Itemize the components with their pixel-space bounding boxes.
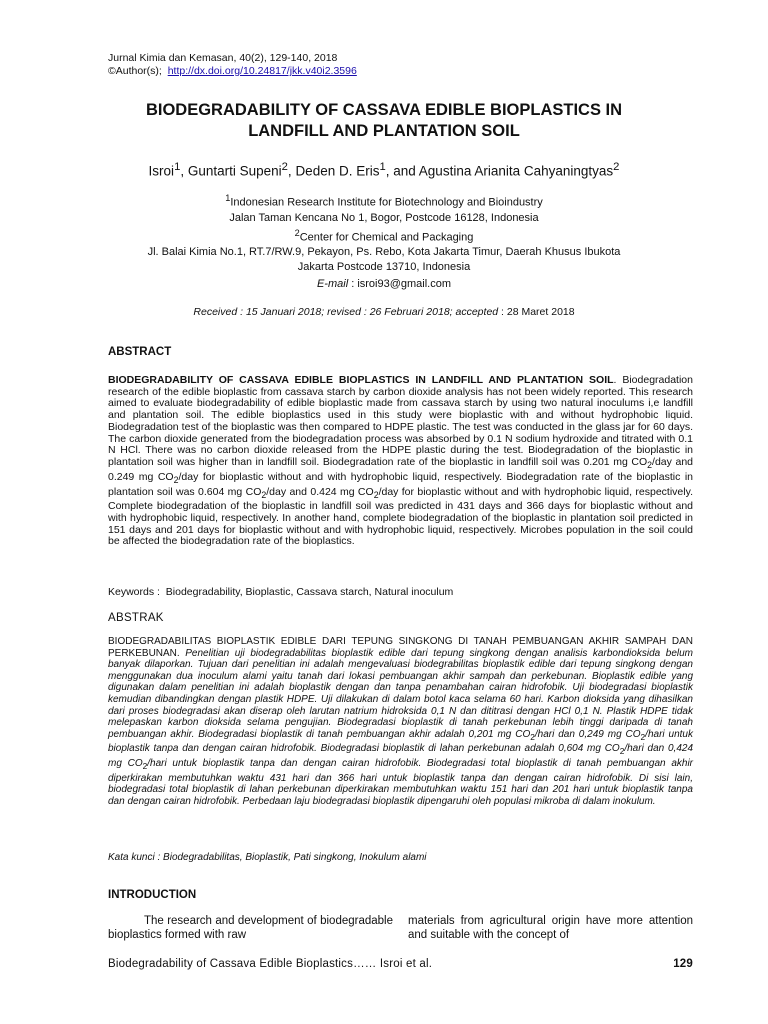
abstract-text: /day for bioplastic without and with hydrophobic liquid, respectively. Complete biodegradation of the bioplastic in landfill soil was predicted in 431 days and 366 days for bioplastic without and with hydrophobic liquid, respectively. In another hand, complete biodegradation of the bioplastic in plantation soil predicted in 151 days and 201 days for bioplastic without and with hydrophobic liquid, respectively. Microbes population in the soil could be affected the biodegradation rate of the bioplastics. — [108, 485, 693, 548]
keywords — [108, 586, 693, 598]
subscript: 2 — [640, 731, 646, 742]
running-title: Biodegradability of Cassava Edible Bioplastics…… Isroi et al. — [108, 958, 433, 970]
abstract-text: /day and 0.424 mg CO — [266, 485, 374, 498]
page-footer — [108, 958, 693, 970]
author-affil-sup: 1 — [379, 161, 386, 173]
affil-institution: Indonesian Research Institute for Biotechnology and Bioindustry — [230, 196, 543, 209]
accepted-label: ; accepted — [449, 306, 499, 318]
received-label: Received — [193, 306, 238, 318]
abstract-heading: ABSTRACT — [108, 346, 172, 358]
journal-citation: Jurnal Kimia dan Kemasan, 40(2), 129-140, 2018 — [108, 52, 338, 64]
email-address[interactable]: isroi93@gmail.com — [357, 278, 452, 290]
journal-doi-line — [108, 65, 357, 78]
abstrak-text: /hari dan 0,249 mg CO — [534, 728, 641, 740]
author-separator: , — [180, 163, 188, 179]
abstrak-text: /hari untuk bioplastik tanpa dan dengan cairan hidrofobik. Biodegradasi total bioplastik di tanah pembuangan akhir diperkirakan membutuhkan waktu 431 hari dan 366 hari untuk bioplastik tanpa dan dengan cairan hidrofobik. Di sisi lain, biodegradasi total bioplastik di lahan perkebunan diperkirakan membutuhkan waktu 151 hari dan 201 hari untuk bioplastik tanpa dan dengan cairan hidrofobik. Perbedaan laju biodegradasi bioplastik dipengaruhi oleh populasi mikroba di dalam inokulum. — [108, 757, 693, 807]
subscript: 2 — [530, 731, 535, 742]
email-line — [80, 278, 688, 290]
email-sep: : — [348, 278, 358, 290]
affiliation-2-address-cont: Jakarta Postcode 13710, Indonesia — [297, 261, 471, 274]
author-affil-sup: 2 — [281, 161, 288, 173]
title-line-1: BIODEGRADABILITY OF CASSAVA EDIBLE BIOPLASTICS IN — [145, 101, 623, 119]
journal-meta — [108, 52, 357, 78]
subscript: 2 — [373, 489, 379, 500]
affiliation-2-address: Jl. Balai Kimia No.1, RT.7/RW.9, Pekayon, Ps. Rebo, Kota Jakarta Timur, Daerah Khusus Ibukota — [147, 246, 621, 259]
author-affil-sup: 2 — [613, 161, 620, 173]
doi-link[interactable]: http://dx.doi.org/10.24817/jkk.v40i2.3596 — [167, 65, 357, 77]
keywords-label: Keywords : — [108, 586, 160, 598]
abstrak-text: /hari dan 0,424 mg CO — [108, 743, 694, 769]
abstrak-body — [108, 636, 693, 807]
revised-label: ; revised — [321, 306, 361, 318]
abstract-text: . Biodegradation research of the edible bioplastic from cassava starch by carbon dioxide analysis has not been widely reported. This research aimed to evaluate biodegradability of edible bioplastic made from cassava starch by using two natural inoculums i,e landfill and plantation soil. The edible bioplastics used in this study were bioplastic with and without hydrophobic liquid. Biodegradation test of the bioplastic was then compared to HDPE plastic. The test was conducted in the glass jar for 60 days. The carbon dioxide generated from the biodegradation process was absorbed by 0.1 N sodium hydroxide and titrated with 0.1 N HCl. There was no carbon dioxide released from the HDPE plastic during the test. Biodegradation of the bioplastic in plantation soil was higher than in landfill soil. Biodegradation rate of the bioplastic in landfill soil was 0.201 mg CO — [108, 374, 693, 468]
title-line-2: LANDFILL AND PLANTATION SOIL — [248, 122, 520, 140]
affil-sup: 1 — [225, 193, 231, 203]
subscript: 2 — [173, 474, 179, 485]
author-name: Isroi — [148, 163, 175, 179]
author-list — [80, 158, 688, 181]
author-name: Deden D. Eris — [295, 163, 380, 179]
abstrak-heading: ABSTRAK — [108, 612, 164, 624]
abstract-text: /day and 0.249 mg CO — [108, 455, 693, 483]
affiliation-1 — [80, 191, 688, 211]
author-name: Guntarti Supeni — [187, 163, 282, 179]
affiliations — [80, 191, 688, 275]
paper-title — [80, 100, 688, 142]
subscript: 2 — [142, 760, 148, 771]
kata-kunci — [108, 852, 693, 863]
affiliation-1-address: Jalan Taman Kencana No 1, Bogor, Postcode 16128, Indonesia — [229, 211, 539, 224]
abstract-text: /day for bioplastic without and with hydrophobic liquid, respectively. Biodegradation rate of the bioplastic in plantation soil was 0.604 mg CO — [108, 470, 693, 498]
author-separator: , — [287, 163, 296, 179]
accepted-date: : 28 Maret 2018 — [498, 306, 575, 318]
keywords-value: Biodegradability, Bioplastic, Cassava starch, Natural inoculum — [165, 586, 454, 598]
subscript: 2 — [647, 460, 653, 471]
submission-dates — [80, 306, 688, 318]
affil-institution: Center for Chemical and Packaging — [299, 231, 474, 244]
affiliation-2 — [80, 226, 688, 246]
author-name: Agustina Arianita Cahyaningtyas — [418, 163, 614, 179]
email-label: E-mail — [316, 278, 349, 290]
author-copyright: ©Author(s); — [108, 65, 162, 77]
abstract-lead: BIODEGRADABILITY OF CASSAVA EDIBLE BIOPLASTICS IN LANDFILL AND PLANTATION SOIL — [108, 374, 614, 386]
revised-date: : 26 Februari 2018 — [360, 306, 450, 318]
page-number: 129 — [673, 958, 693, 970]
author-affil-sup: 1 — [174, 161, 181, 173]
subscript: 2 — [261, 489, 267, 500]
introduction-heading: INTRODUCTION — [108, 889, 197, 901]
subscript: 2 — [619, 746, 625, 757]
affil-sup: 2 — [294, 227, 300, 238]
abstrak-lead: BIODEGRADABILITAS BIOPLASTIK EDIBLE DARI TEPUNG SINGKONG DI TANAH PEMBUANGAN AKHIR SAMPAH DAN PERKEBUNAN. — [108, 636, 693, 659]
author-separator: , and — [385, 163, 419, 179]
received-date: : 15 Januari 2018 — [237, 306, 322, 318]
kata-kunci-value: Biodegradabilitas, Bioplastik, Pati singkong, Inokulum alami — [163, 852, 427, 863]
abstract-body — [108, 375, 693, 548]
abstrak-text: Penelitian uji biodegradabilitas bioplastik edible dari tepung singkong dengan analisis karbondioksida belum banyak dilaporkan. Tujuan dari penelitian ini adalah mengevaluasi biodegrabilitas bioplastik edible dari tepung singkong dengan menggunakan dua inoculum alami yaitu tanah dari lokasi pembuangan akhir sampah dan perkebunan. Bioplastik edible yang digunakan dalam penelitian ini adalah bioplastik dengan dan tanpa penambahan cairan hidrofobik. Uji biodegradasi bioplastik kemudian dibandingkan dengan plastik HDPE. Uji dilakukan di dalam botol kaca selama 60 hari. Karbon dioksida yang dihasilkan dari proses biodegradasi akan diserap oleh larutan natrium hidroksida 0,1 N dan dititrasi dengan HCl 0,1 N. Plastik HDPE tidak melepaskan karbon dioksida selama pengujian. Biodegradasi bioplastik di tanah perkebunan lebih tinggi daripada di tanah pembuangan akhir. Biodegradasi bioplastik di tanah pembuangan akhir adalah 0,201 mg CO — [108, 647, 693, 740]
intro-column-right: materials from agricultural origin have more attention and suitable with the concept of — [408, 915, 693, 941]
kata-kunci-label: Kata kunci : — [108, 852, 161, 863]
abstrak-text: /hari untuk bioplastik tanpa dan dengan cairan hidrofobik. Biodegradasi bioplastik di lahan perkebunan adalah 0,604 mg CO — [108, 728, 693, 755]
intro-column-left: The research and development of biodegradable bioplastics formed with raw — [108, 915, 393, 941]
